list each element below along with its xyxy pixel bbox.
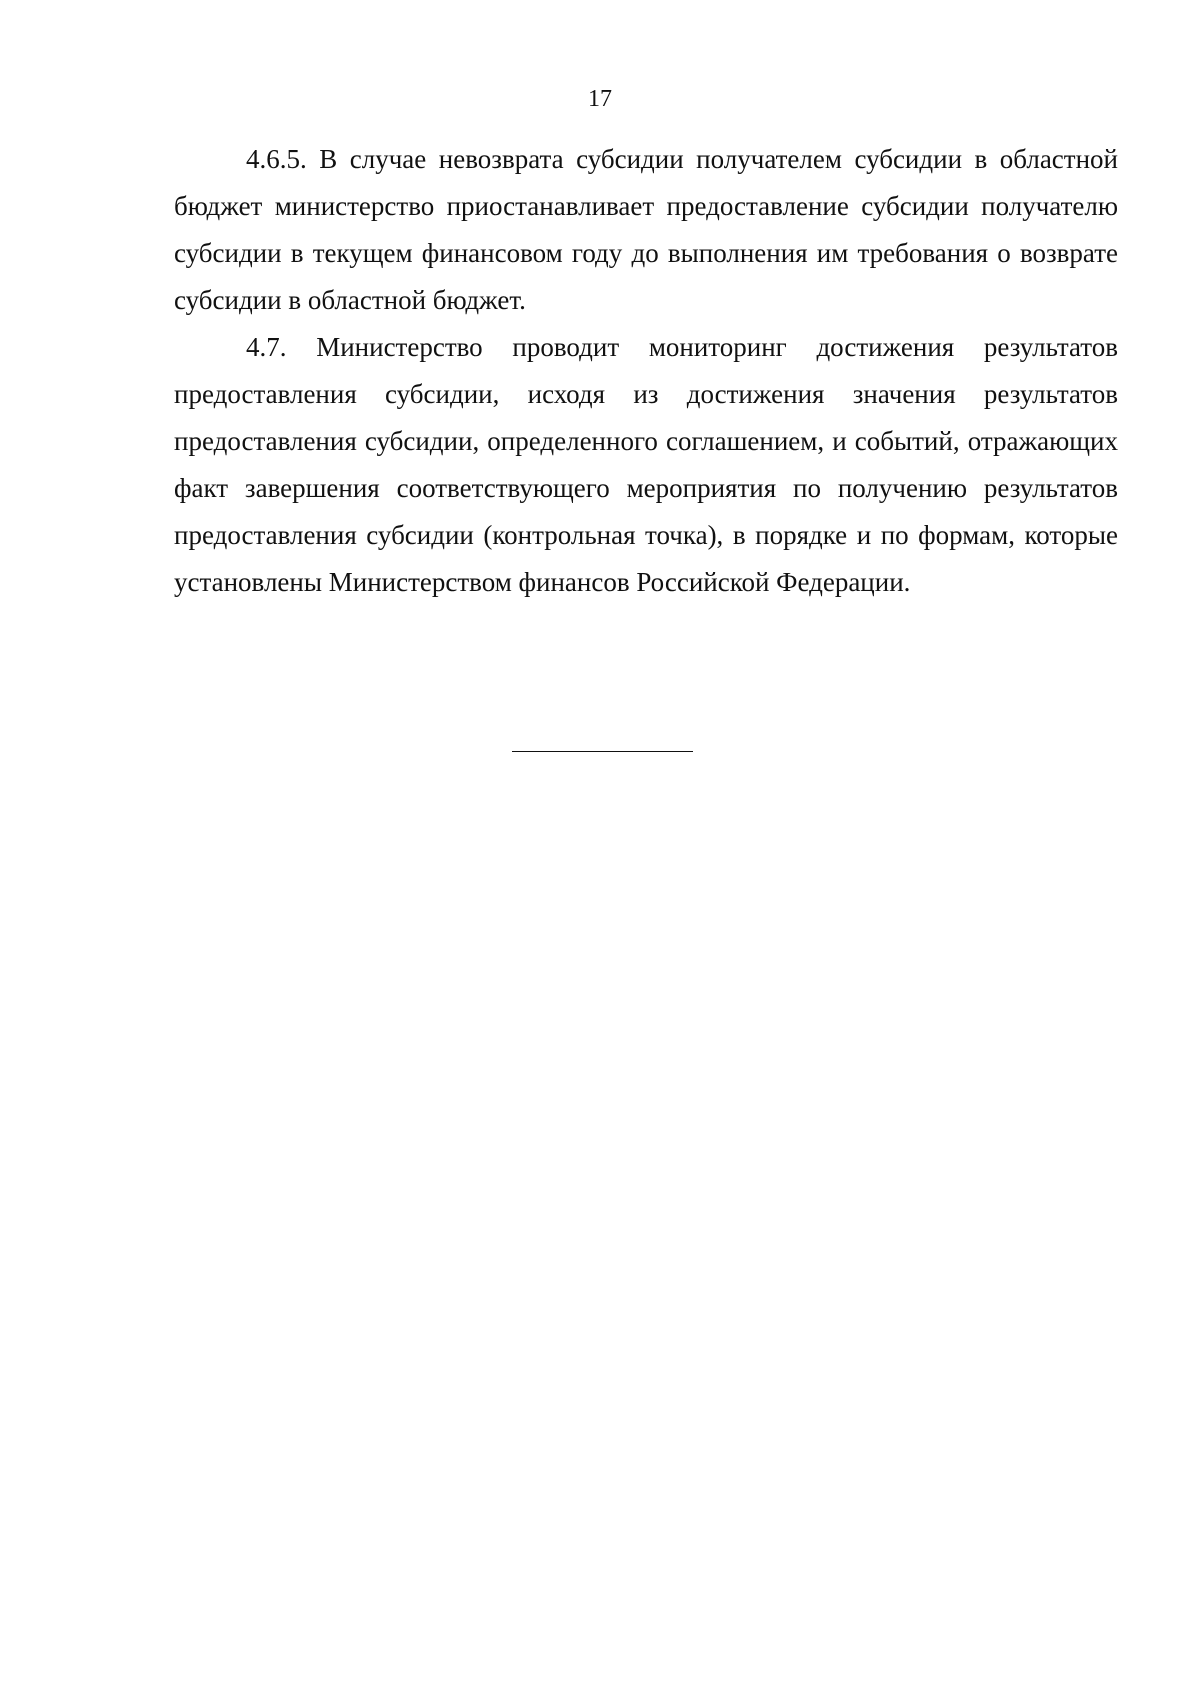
document-body xyxy=(174,136,1118,606)
end-of-text-rule xyxy=(512,751,693,752)
page-number: 17 xyxy=(588,86,612,112)
paragraph-4-7: 4.7. Министерство проводит мониторинг достижения результатов предоставления субсидии, исходя из достижения значения результатов предоставления субсидии, определенного соглашением, и событий, отражающих факт завершения соответствующего мероприятия по получению результатов предоставления субсидии (контрольная точка), в порядке и по формам, которые установлены Министерством финансов Российской Федерации. xyxy=(174,332,1118,597)
paragraph-4-6-5: 4.6.5. В случае невозврата субсидии получателем субсидии в областной бюджет министерство приостанавливает предоставление субсидии получателю субсидии в текущем финансовом году до выполнения им требования о возврате субсидии в областной бюджет. xyxy=(174,144,1118,315)
